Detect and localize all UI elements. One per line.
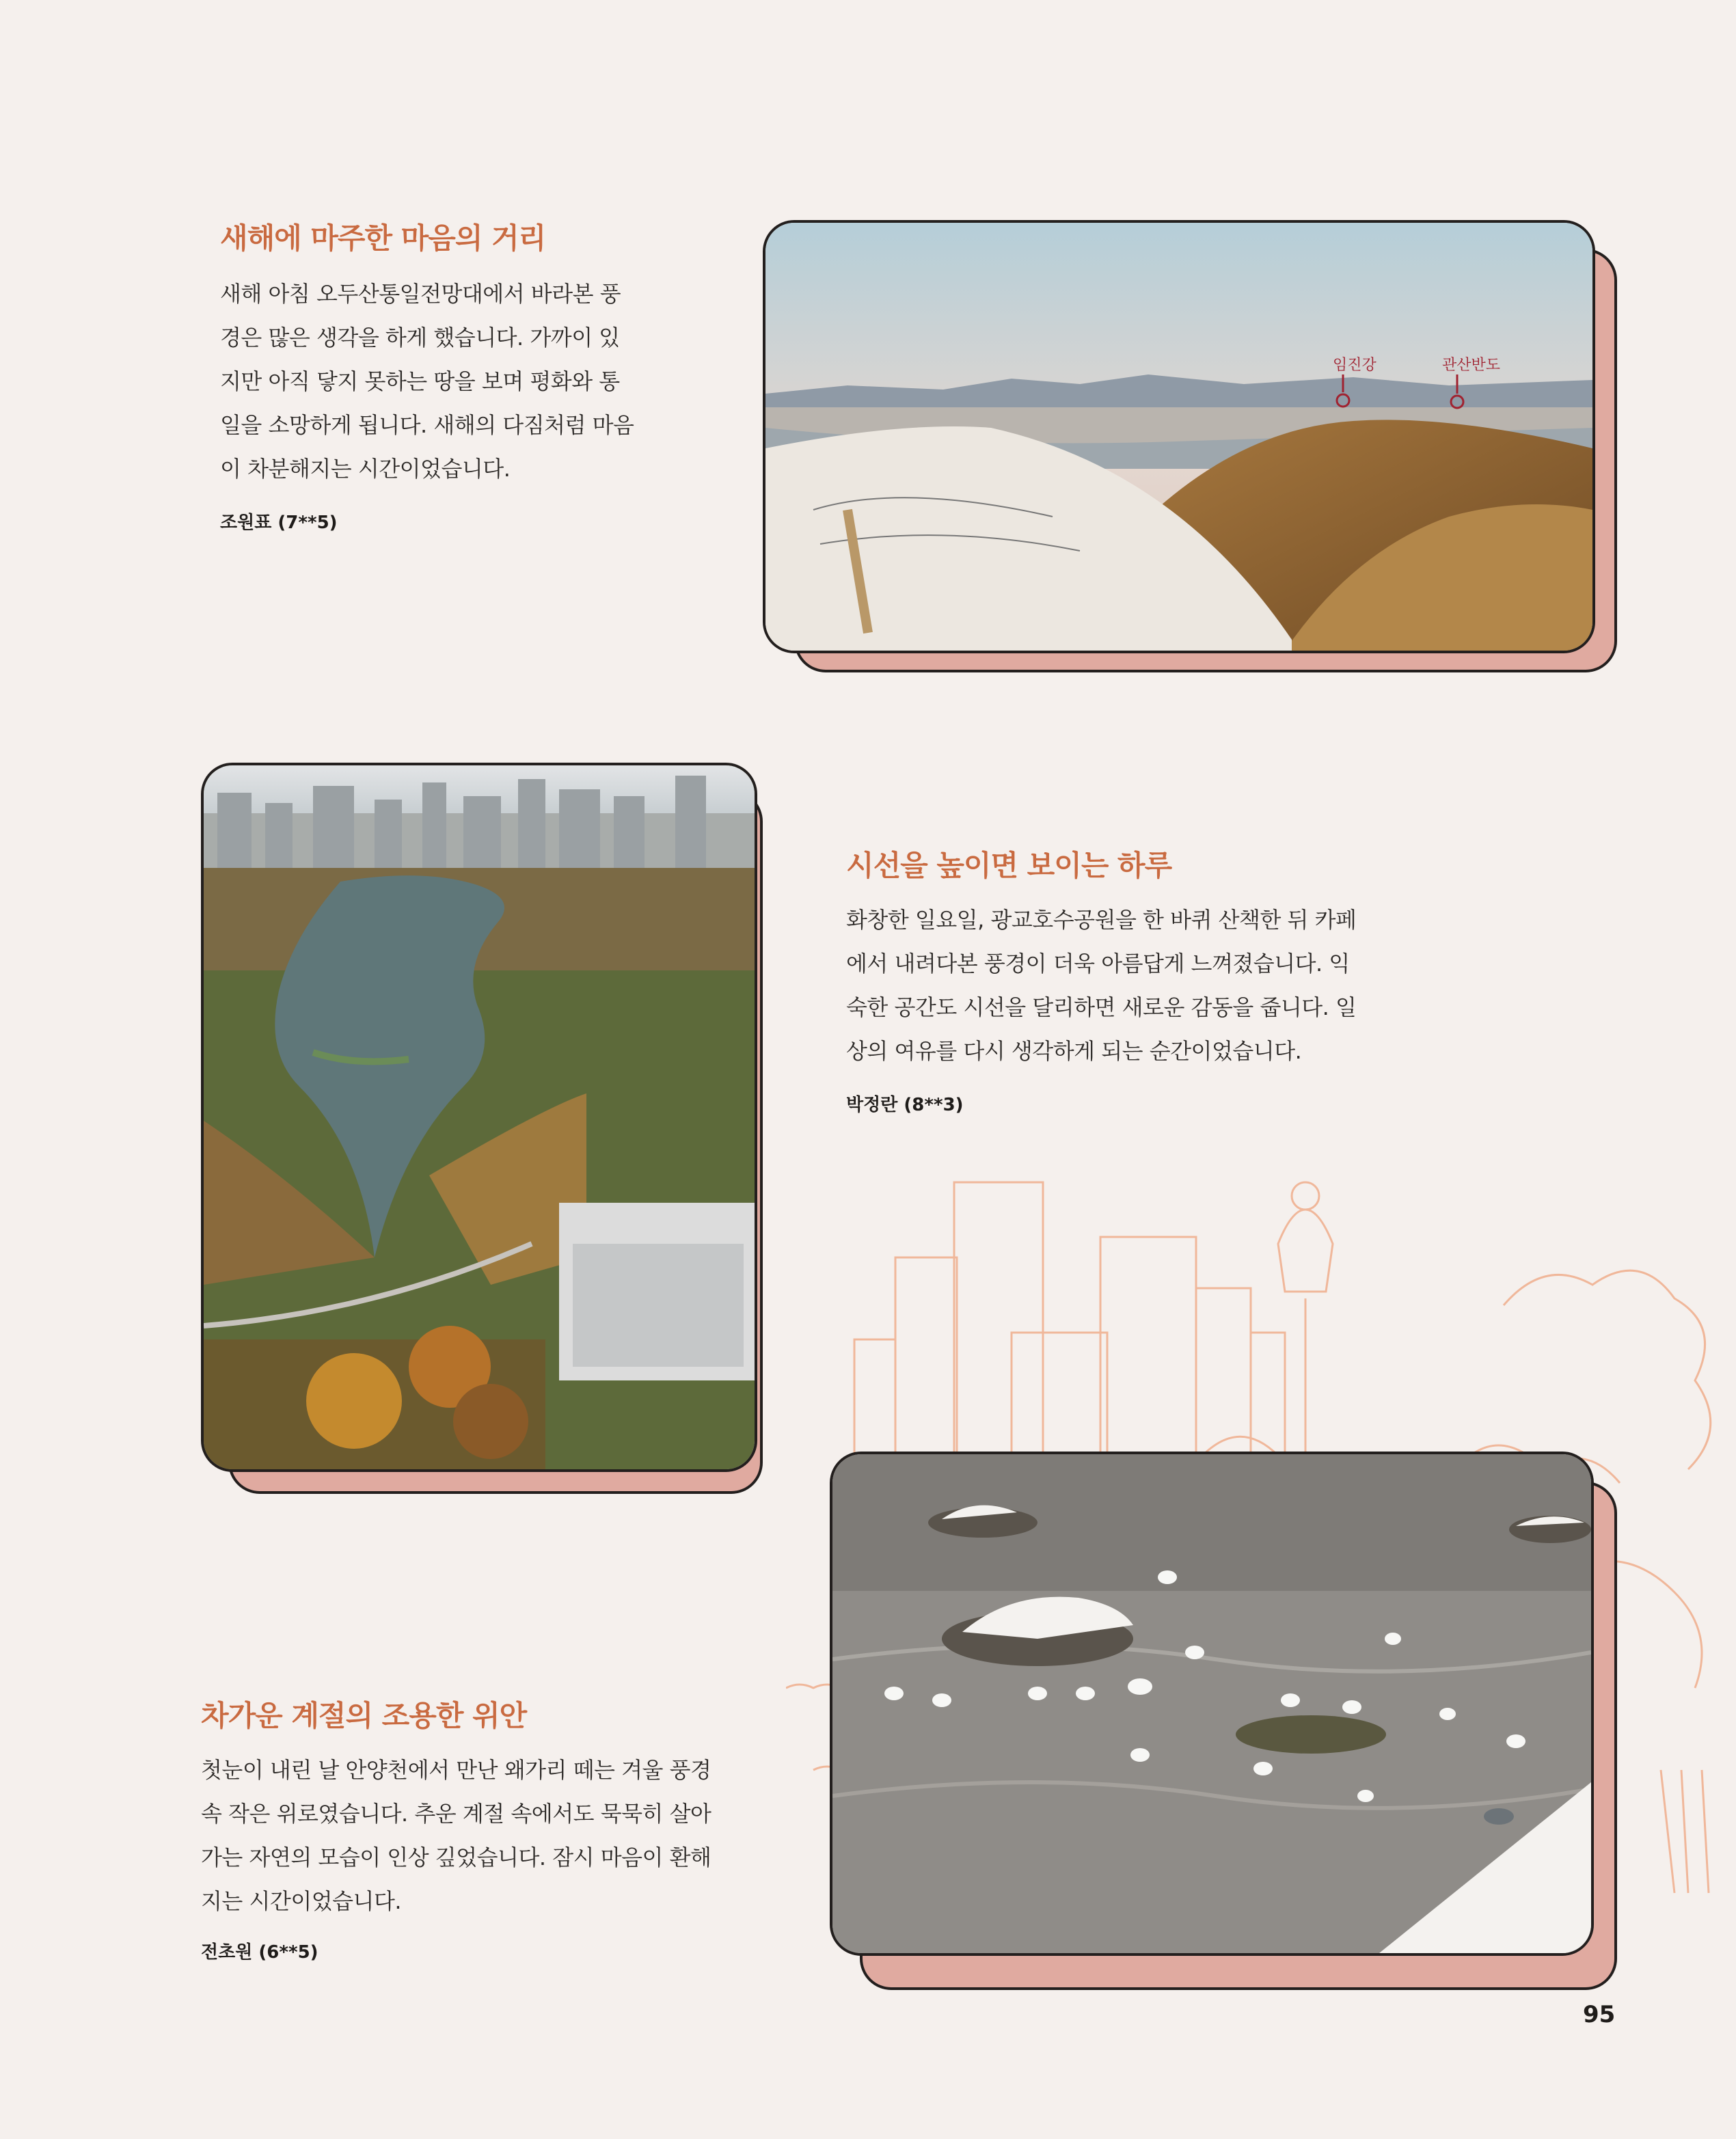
- section2-line: 에서 내려다본 풍경이 더욱 아름답게 느껴졌습니다. 익: [846, 951, 1350, 977]
- section2-line: 숙한 공간도 시선을 달리하면 새로운 감동을 줍니다. 일: [846, 994, 1357, 1020]
- section1-author: 조원표 (7**5): [220, 513, 338, 533]
- photo-egrets-frame: [830, 1452, 1618, 1987]
- section1-line: 경은 많은 생각을 하게 했습니다. 가까이 있: [220, 325, 620, 351]
- section1-line: 지만 아직 닿지 못하는 땅을 보며 평화와 통: [220, 368, 620, 394]
- section3-author: 전초원 (6**5): [201, 1942, 318, 1963]
- photo-observatory-frame: [763, 220, 1617, 672]
- photo1-annotation-1: 임진강: [1333, 357, 1376, 374]
- section1-line: 일을 소망하게 됩니다. 새해의 다짐처럼 마음: [220, 412, 634, 438]
- section2-author: 박정란 (8**3): [846, 1095, 964, 1115]
- section1-line: 새해 아침 오두산통일전망대에서 바라본 풍: [220, 281, 621, 307]
- section2-line: 상의 여유를 다시 생각하게 되는 순간이었습니다.: [846, 1038, 1302, 1064]
- section3-line: 지는 시간이었습니다.: [201, 1888, 402, 1914]
- section1-title: 새해에 마주한 마음의 거리: [220, 221, 546, 255]
- page-number: 95: [1583, 2001, 1616, 2028]
- photo-egrets: [830, 1452, 1594, 1956]
- section2-line: 화창한 일요일, 광교호수공원을 한 바퀴 산책한 뒤 카페: [846, 907, 1357, 933]
- section3-line: 속 작은 위로였습니다. 추운 계절 속에서도 묵묵히 살아: [201, 1801, 711, 1827]
- section2-body: [846, 898, 1356, 1073]
- section3-title: 차가운 계절의 조용한 위안: [201, 1699, 527, 1732]
- photo-lake: [201, 763, 757, 1472]
- section1-body: [220, 272, 634, 491]
- photo1-annotation-2: 관산반도: [1442, 357, 1501, 374]
- section3-line: 첫눈이 내린 날 안양천에서 만난 왜가리 떼는 겨울 풍경: [201, 1757, 711, 1783]
- photo-lake-frame: [201, 763, 761, 1495]
- photo-observatory: [763, 220, 1595, 653]
- section3-body: [201, 1748, 711, 1923]
- section1-line: 이 차분해지는 시간이었습니다.: [220, 456, 511, 482]
- section3-line: 가는 자연의 모습이 인상 깊었습니다. 잠시 마음이 환해: [201, 1844, 711, 1870]
- section2-title: 시선을 높이면 보이는 하루: [846, 849, 1172, 882]
